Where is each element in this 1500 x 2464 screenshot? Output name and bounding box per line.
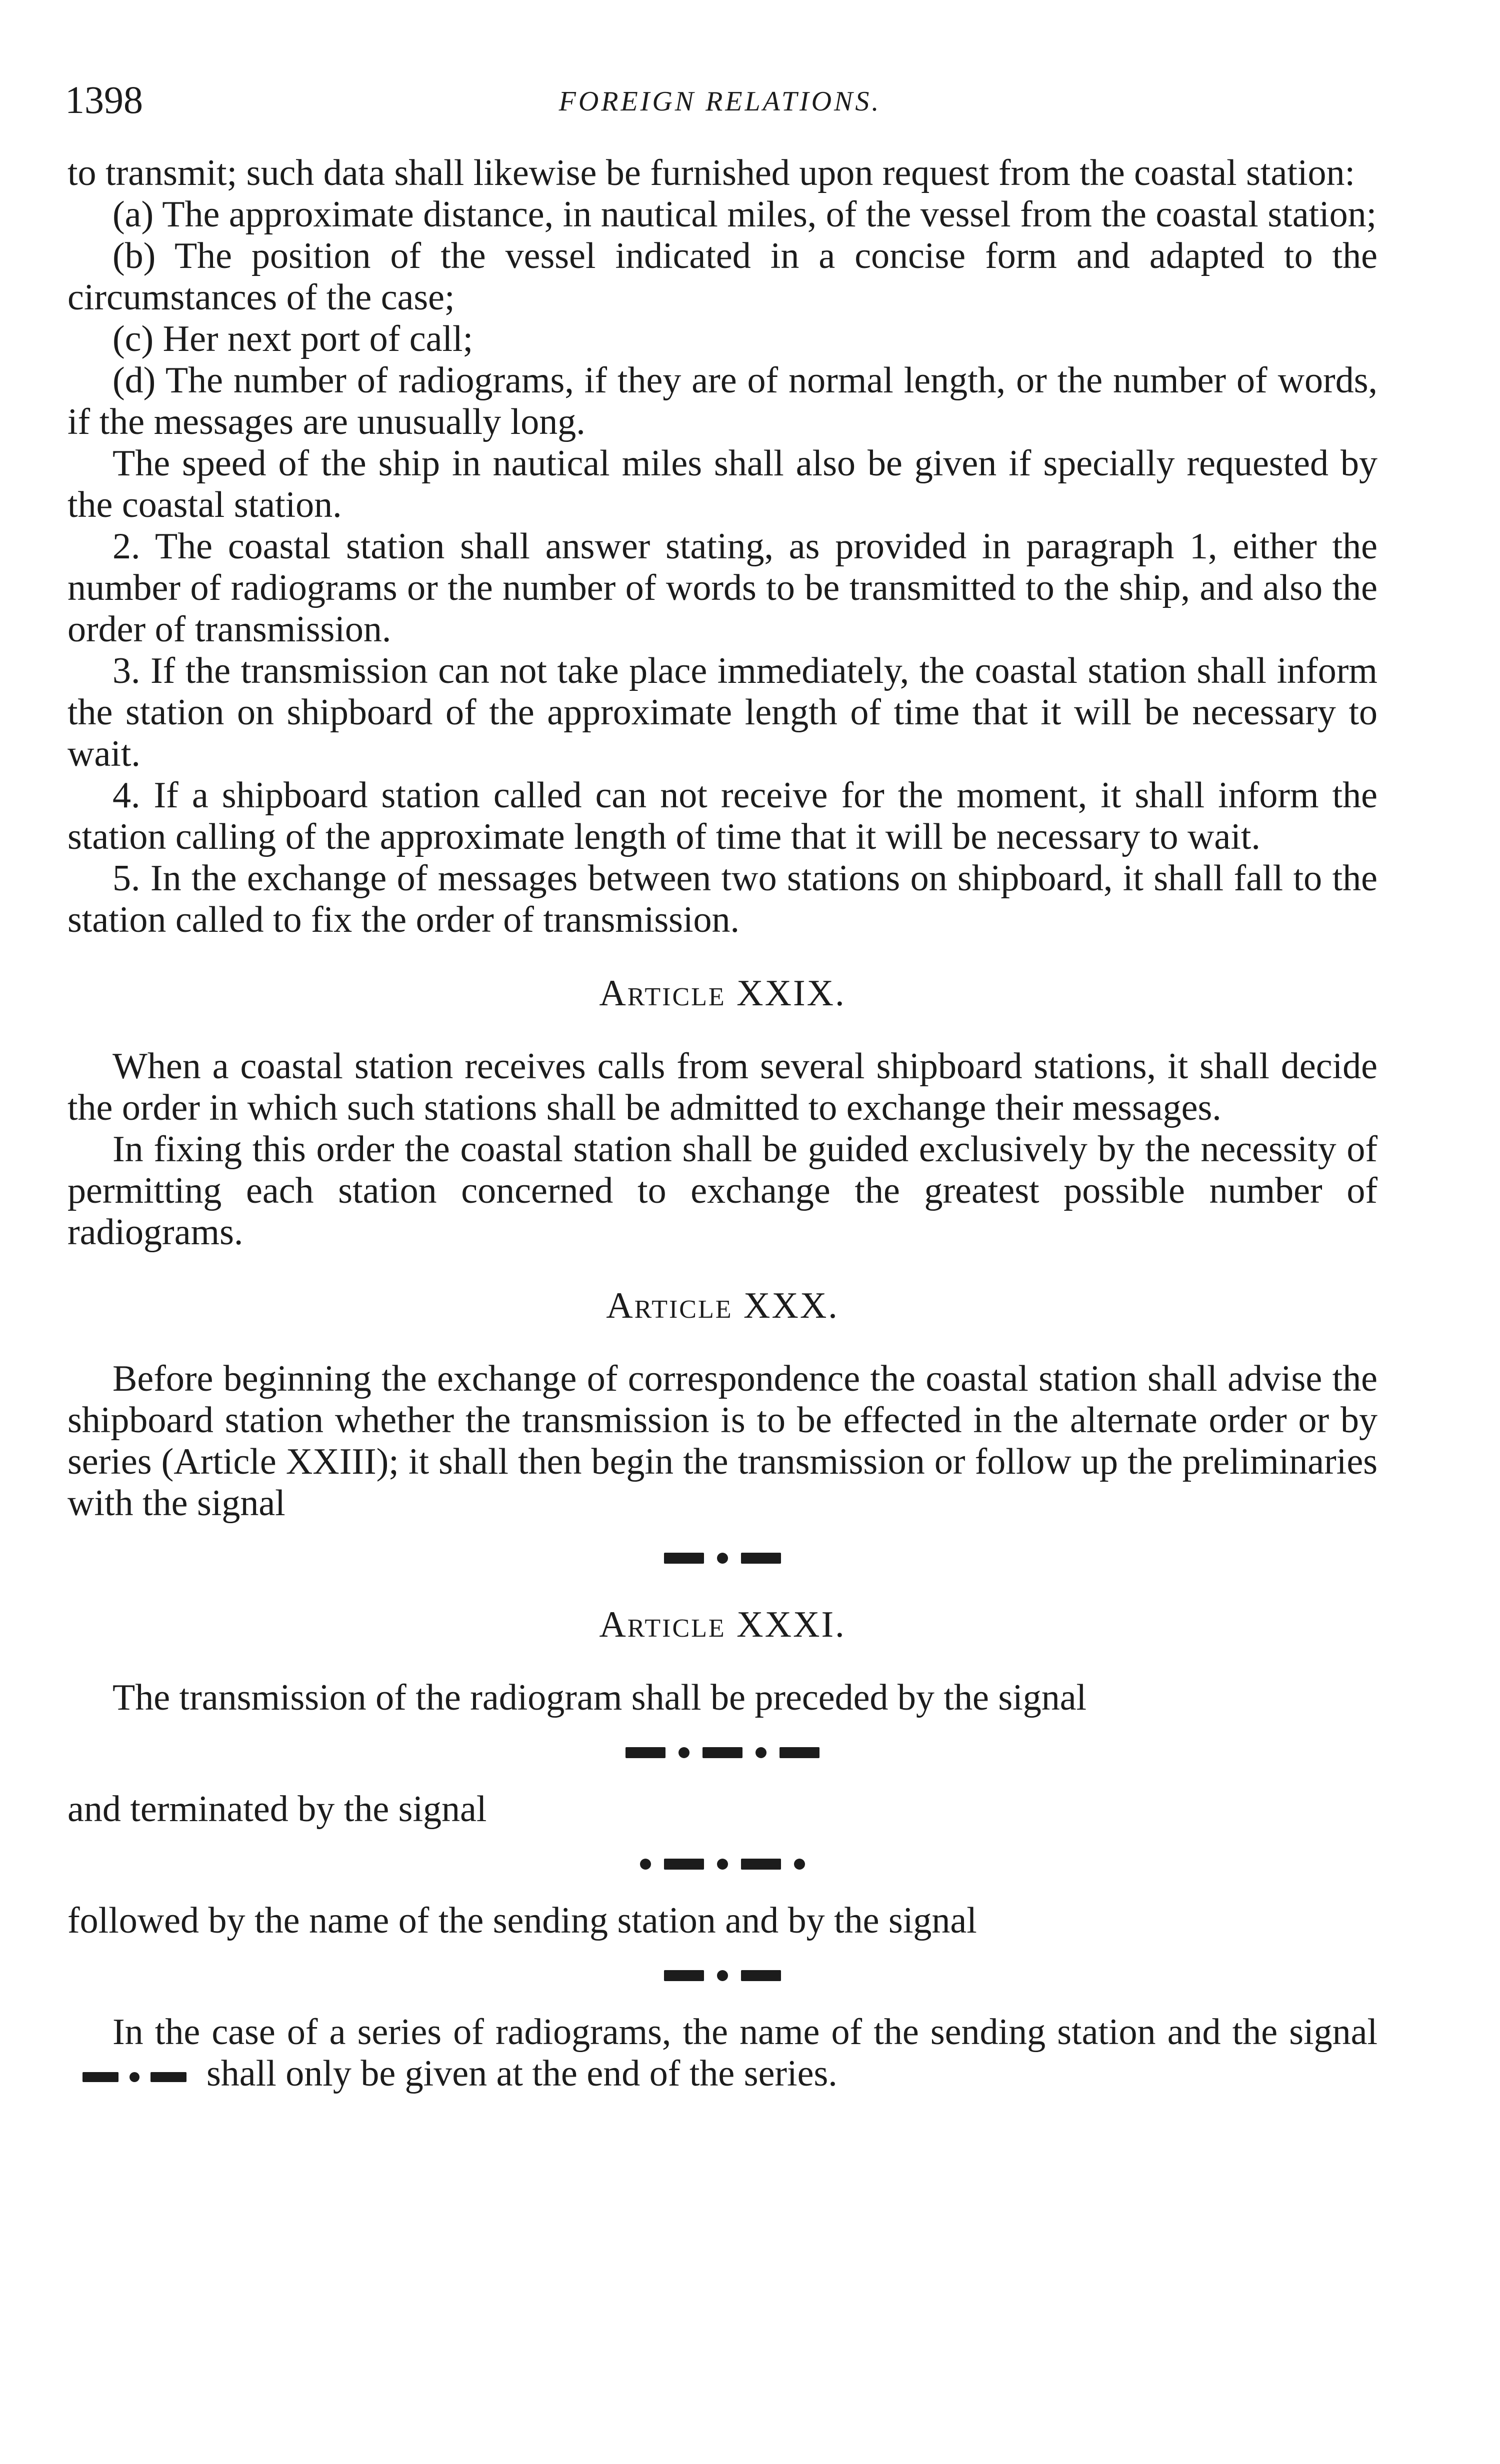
paragraph xyxy=(68,2012,1378,2095)
paragraph: 3. If the transmission can not take place immediately, the coastal station shall inform the station on shipboard of the approximate length of time that it will be necessary to wait. xyxy=(68,650,1378,774)
morse-signal xyxy=(68,1840,1378,1888)
morse-dot-icon xyxy=(794,1859,805,1870)
morse-dash-icon xyxy=(626,1747,666,1758)
paragraph: to transmit; such data shall likewise be furnished upon request from the coastal station: xyxy=(68,152,1356,193)
list-item: (d) The number of radiograms, if they are of normal length, or the number of words, if the messages are unusually long. xyxy=(68,360,1378,442)
page-number: 1398 xyxy=(65,78,143,121)
morse-signal xyxy=(68,1534,1378,1582)
morse-dash-icon xyxy=(780,1747,820,1758)
morse-dash-icon xyxy=(741,1970,781,1981)
morse-dash-icon xyxy=(82,2072,118,2082)
paragraph-text: In the case of a series of radiograms, the name of the sending station and the signal xyxy=(112,2012,1378,2053)
article-heading: Article XXXI. xyxy=(599,1604,846,1645)
paragraph: The transmission of the radiogram shall be preceded by the signal xyxy=(112,1677,1087,1718)
paragraph: followed by the name of the sending station and by the signal xyxy=(68,1900,977,1941)
morse-dot-icon xyxy=(678,1747,690,1758)
morse-dash-icon xyxy=(741,1553,781,1564)
page-header xyxy=(65,75,1375,130)
morse-signal xyxy=(68,1729,1378,1777)
morse-dot-icon xyxy=(717,1859,728,1870)
paragraph: In fixing this order the coastal station shall be guided exclusively by the necessity of permitting each station concerned to exchange the greatest possible number of radiograms. xyxy=(68,1129,1378,1253)
morse-dot-icon xyxy=(130,2072,140,2082)
list-item: (a) The approximate distance, in nautical miles, of the vessel from the coastal station; xyxy=(112,194,1377,235)
paragraph: 5. In the exchange of messages between two stations on shipboard, it shall fall to the station called to fix the order of transmission. xyxy=(68,858,1378,940)
running-head: FOREIGN RELATIONS. xyxy=(558,86,882,117)
list-item: (c) Her next port of call; xyxy=(112,318,474,359)
morse-dash-icon xyxy=(150,2072,186,2082)
paragraph: and terminated by the signal xyxy=(68,1789,487,1830)
paragraph: 4. If a shipboard station called can not receive for the moment, it shall inform the station calling of the approximate length of time that it will be necessary to wait. xyxy=(68,775,1378,857)
morse-signal xyxy=(68,1952,1378,2000)
paragraph-text: shall only be given at the end of the series. xyxy=(206,2053,838,2094)
article-heading: Article XXX. xyxy=(606,1285,839,1326)
paragraph: When a coastal station receives calls from several shipboard stations, it shall decide the order in which such stations shall be admitted to exchange their messages. xyxy=(68,1046,1378,1128)
article-heading: Article XXIX. xyxy=(599,973,846,1014)
inline-morse-signal xyxy=(82,2072,186,2082)
morse-dot-icon xyxy=(717,1553,728,1564)
morse-dot-icon xyxy=(640,1859,651,1870)
morse-dash-icon xyxy=(741,1859,781,1870)
morse-dash-icon xyxy=(664,1859,704,1870)
body-text xyxy=(68,152,1378,2095)
morse-dash-icon xyxy=(664,1970,704,1981)
morse-dot-icon xyxy=(756,1747,766,1758)
morse-dot-icon xyxy=(717,1970,728,1981)
paragraph: The speed of the ship in nautical miles shall also be given if specially requested by the coastal station. xyxy=(68,443,1378,525)
paragraph: 2. The coastal station shall answer stating, as provided in paragraph 1, either the number of radiograms or the number of words to be transmitted to the ship, and also the order of transmission. xyxy=(68,526,1378,650)
morse-dash-icon xyxy=(702,1747,742,1758)
paragraph: Before beginning the exchange of correspondence the coastal station shall advise the shipboard station whether the transmission is to be effected in the alternate order or by series (Article XXIII); it shall then begin the transmission or follow up the preliminaries with the signal xyxy=(68,1358,1378,1524)
list-item: (b) The position of the vessel indicated in a concise form and adapted to the circumstances of the case; xyxy=(68,235,1378,318)
morse-dash-icon xyxy=(664,1553,704,1564)
